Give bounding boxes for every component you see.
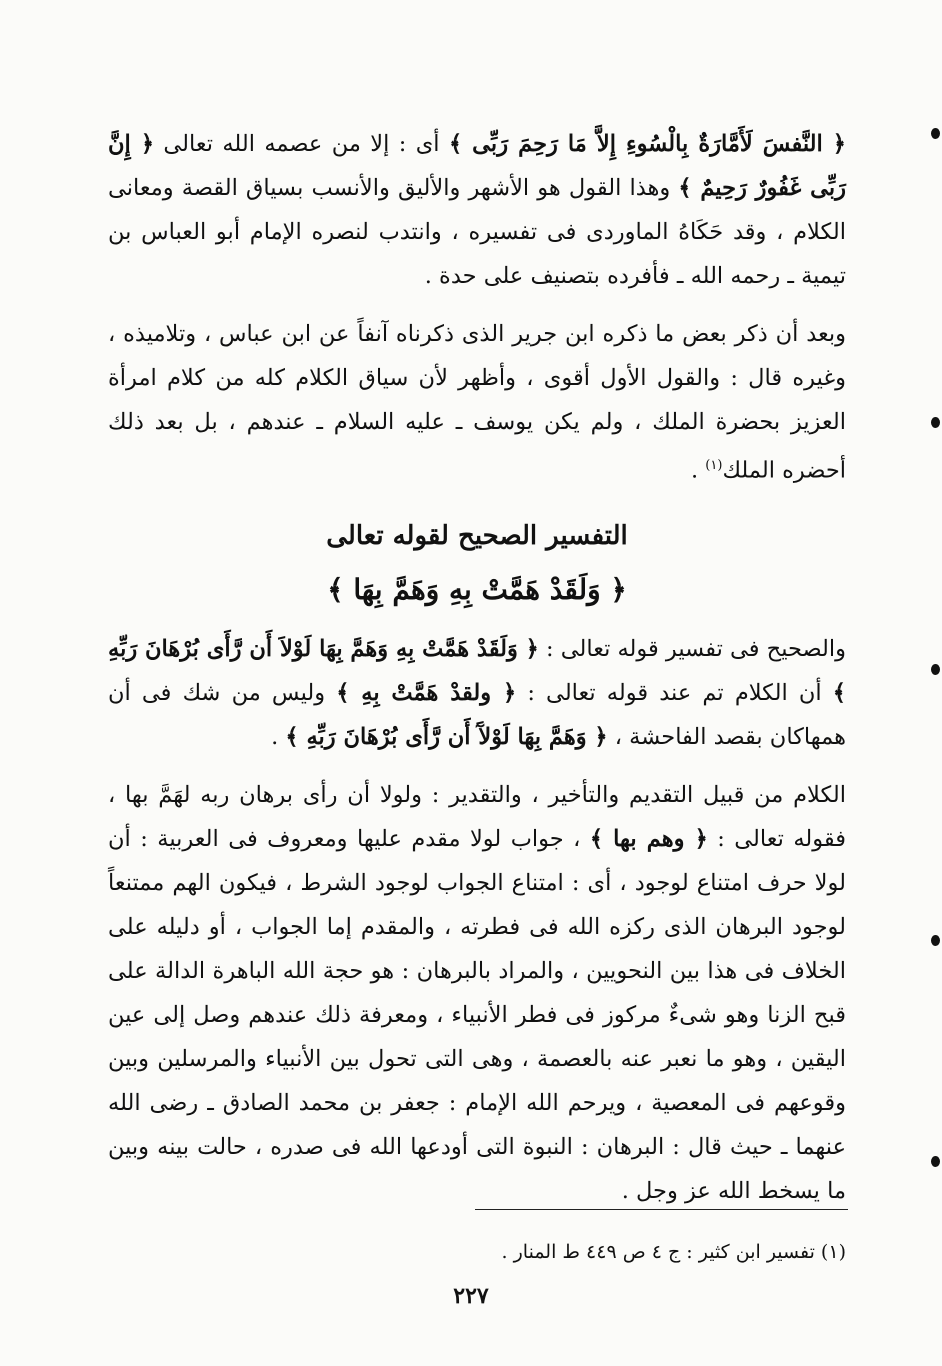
quran-quote: ﴿ ولقدْ هَمَّتْ بِهِ ﴾ (336, 679, 517, 706)
text-run: وبعد أن ذكر بعض ما ذكره ابن جرير الذى ذكرناه آنفاً عن ابن عباس ، وتلاميذه ، وغيره قال : والقول الأول أقوى ، وأظهر لأن سياق الكلام كله من كلام امرأة العزيز بحضرة الملك ، ولم يكن يوسف ـ عليه السلام ـ عندهم ، بل بعد ذلك أحضره الملك (108, 321, 846, 484)
paragraph-3 (108, 627, 846, 759)
text-run: أى : إلا من عصمه الله تعالى (154, 131, 449, 157)
quran-quote: ﴿ وَهَمَّ بِهَا لَوْلآَ أَن رَّأَى بُرْهَانَ رَبِّهِ ﴾ (285, 723, 608, 750)
quran-quote: ﴿ إِنَّ رَبِّى غَفُورٌ رَحِيمٌ ﴾ (108, 131, 846, 201)
text-run: الكلام من قبيل التقديم والتأخير ، والتقدير : ولولا أن رأى برهان ربه لهَمَّ بها ، فقوله تعالى : (108, 781, 847, 852)
page-number: ٢٢٧ (453, 1283, 489, 1309)
page-body (108, 122, 846, 1213)
text-run: وهذا القول هو الأشهر والأليق والأنسب بسياق القصة ومعانى الكلام ، وقد حَكَاهُ الماوردى فى تفسيره ، وانتدب لنصره الإمام أبو العباس بن تيمية ـ رحمه الله ـ فأفرده بتصنيف على حدة . (108, 175, 846, 289)
text-run: وليس من شك فى أن همهاكان بقصد الفاحشة ، (108, 679, 846, 750)
section-verse: ﴿ وَلَقَدْ هَمَّتْ بِهِ وَهَمَّ بِهَا ﴾ (327, 572, 627, 606)
quran-quote: ﴿ وهم بها ﴾ (589, 825, 708, 852)
paragraph-2 (108, 312, 846, 493)
margin-mark (931, 417, 940, 428)
quran-quote: ﴿ وَلَقَدْ هَمَّتْ بِهِ وَهَمَّ بِهَا لَوْلاَ أَن رَّأَى بُرْهَانَ رَبِّهِ ﴾ (108, 635, 846, 706)
footnote-ref: (١) (705, 458, 723, 473)
paragraph-1 (108, 122, 846, 298)
margin-mark (931, 664, 940, 675)
margin-mark (931, 128, 940, 139)
text-run: والصحيح فى تفسير قوله تعالى : (538, 635, 846, 662)
footnote: (١) تفسير ابن كثير : ج ٤ ص ٤٤٩ ط المنار . (501, 1241, 846, 1263)
text-run: . (690, 457, 706, 484)
text-run: أن الكلام تم عند قوله تعالى : (516, 679, 833, 706)
paragraph-4 (108, 773, 846, 1213)
margin-mark (931, 935, 940, 946)
section-title: التفسير الصحيح لقوله تعالى (326, 520, 628, 551)
text-run: . (271, 723, 286, 750)
text-run: ، جواب لولا مقدم عليها ومعروف فى العربية : أن لولا حرف امتناع لوجود ، أى : امتناع الجواب لوجود الشرط ، فيكون الهم ممتنعاً لوجود البرهان الذى ركزه الله فى فطرته ، والمقدم إما الجواب ، أو دليله على الخلاف فى هذا بين النحويين ، والمراد بالبرهان : هو حجة الله الباهرة الدالة على قبح الزنا وهو شىءٌ مركوز فى فطر الأنبياء ، ومعرفة ذلك عندهم وصل إلى عين اليقين ، وهو ما نعبر عنه بالعصمة ، وهى التى تحول بين الأنبياء والمرسلين وبين وقوعهم فى المعصية ، ويرحم الله الإمام : جعفر بن محمد الصادق ـ رضى الله عنهما ـ حيث قال : البرهان : النبوة التى أودعها الله فى صدره ، حالت بينه وبين ما يسخط الله عز وجل . (108, 825, 846, 1204)
footnote-divider (475, 1209, 848, 1210)
margin-mark (931, 1156, 940, 1167)
quran-quote: ﴿ النَّفسَ لَأَمَّارَةٌ بِالْسُوءِ إِلاَّ مَا رَحِمَ رَبِّى ﴾ (448, 131, 846, 157)
